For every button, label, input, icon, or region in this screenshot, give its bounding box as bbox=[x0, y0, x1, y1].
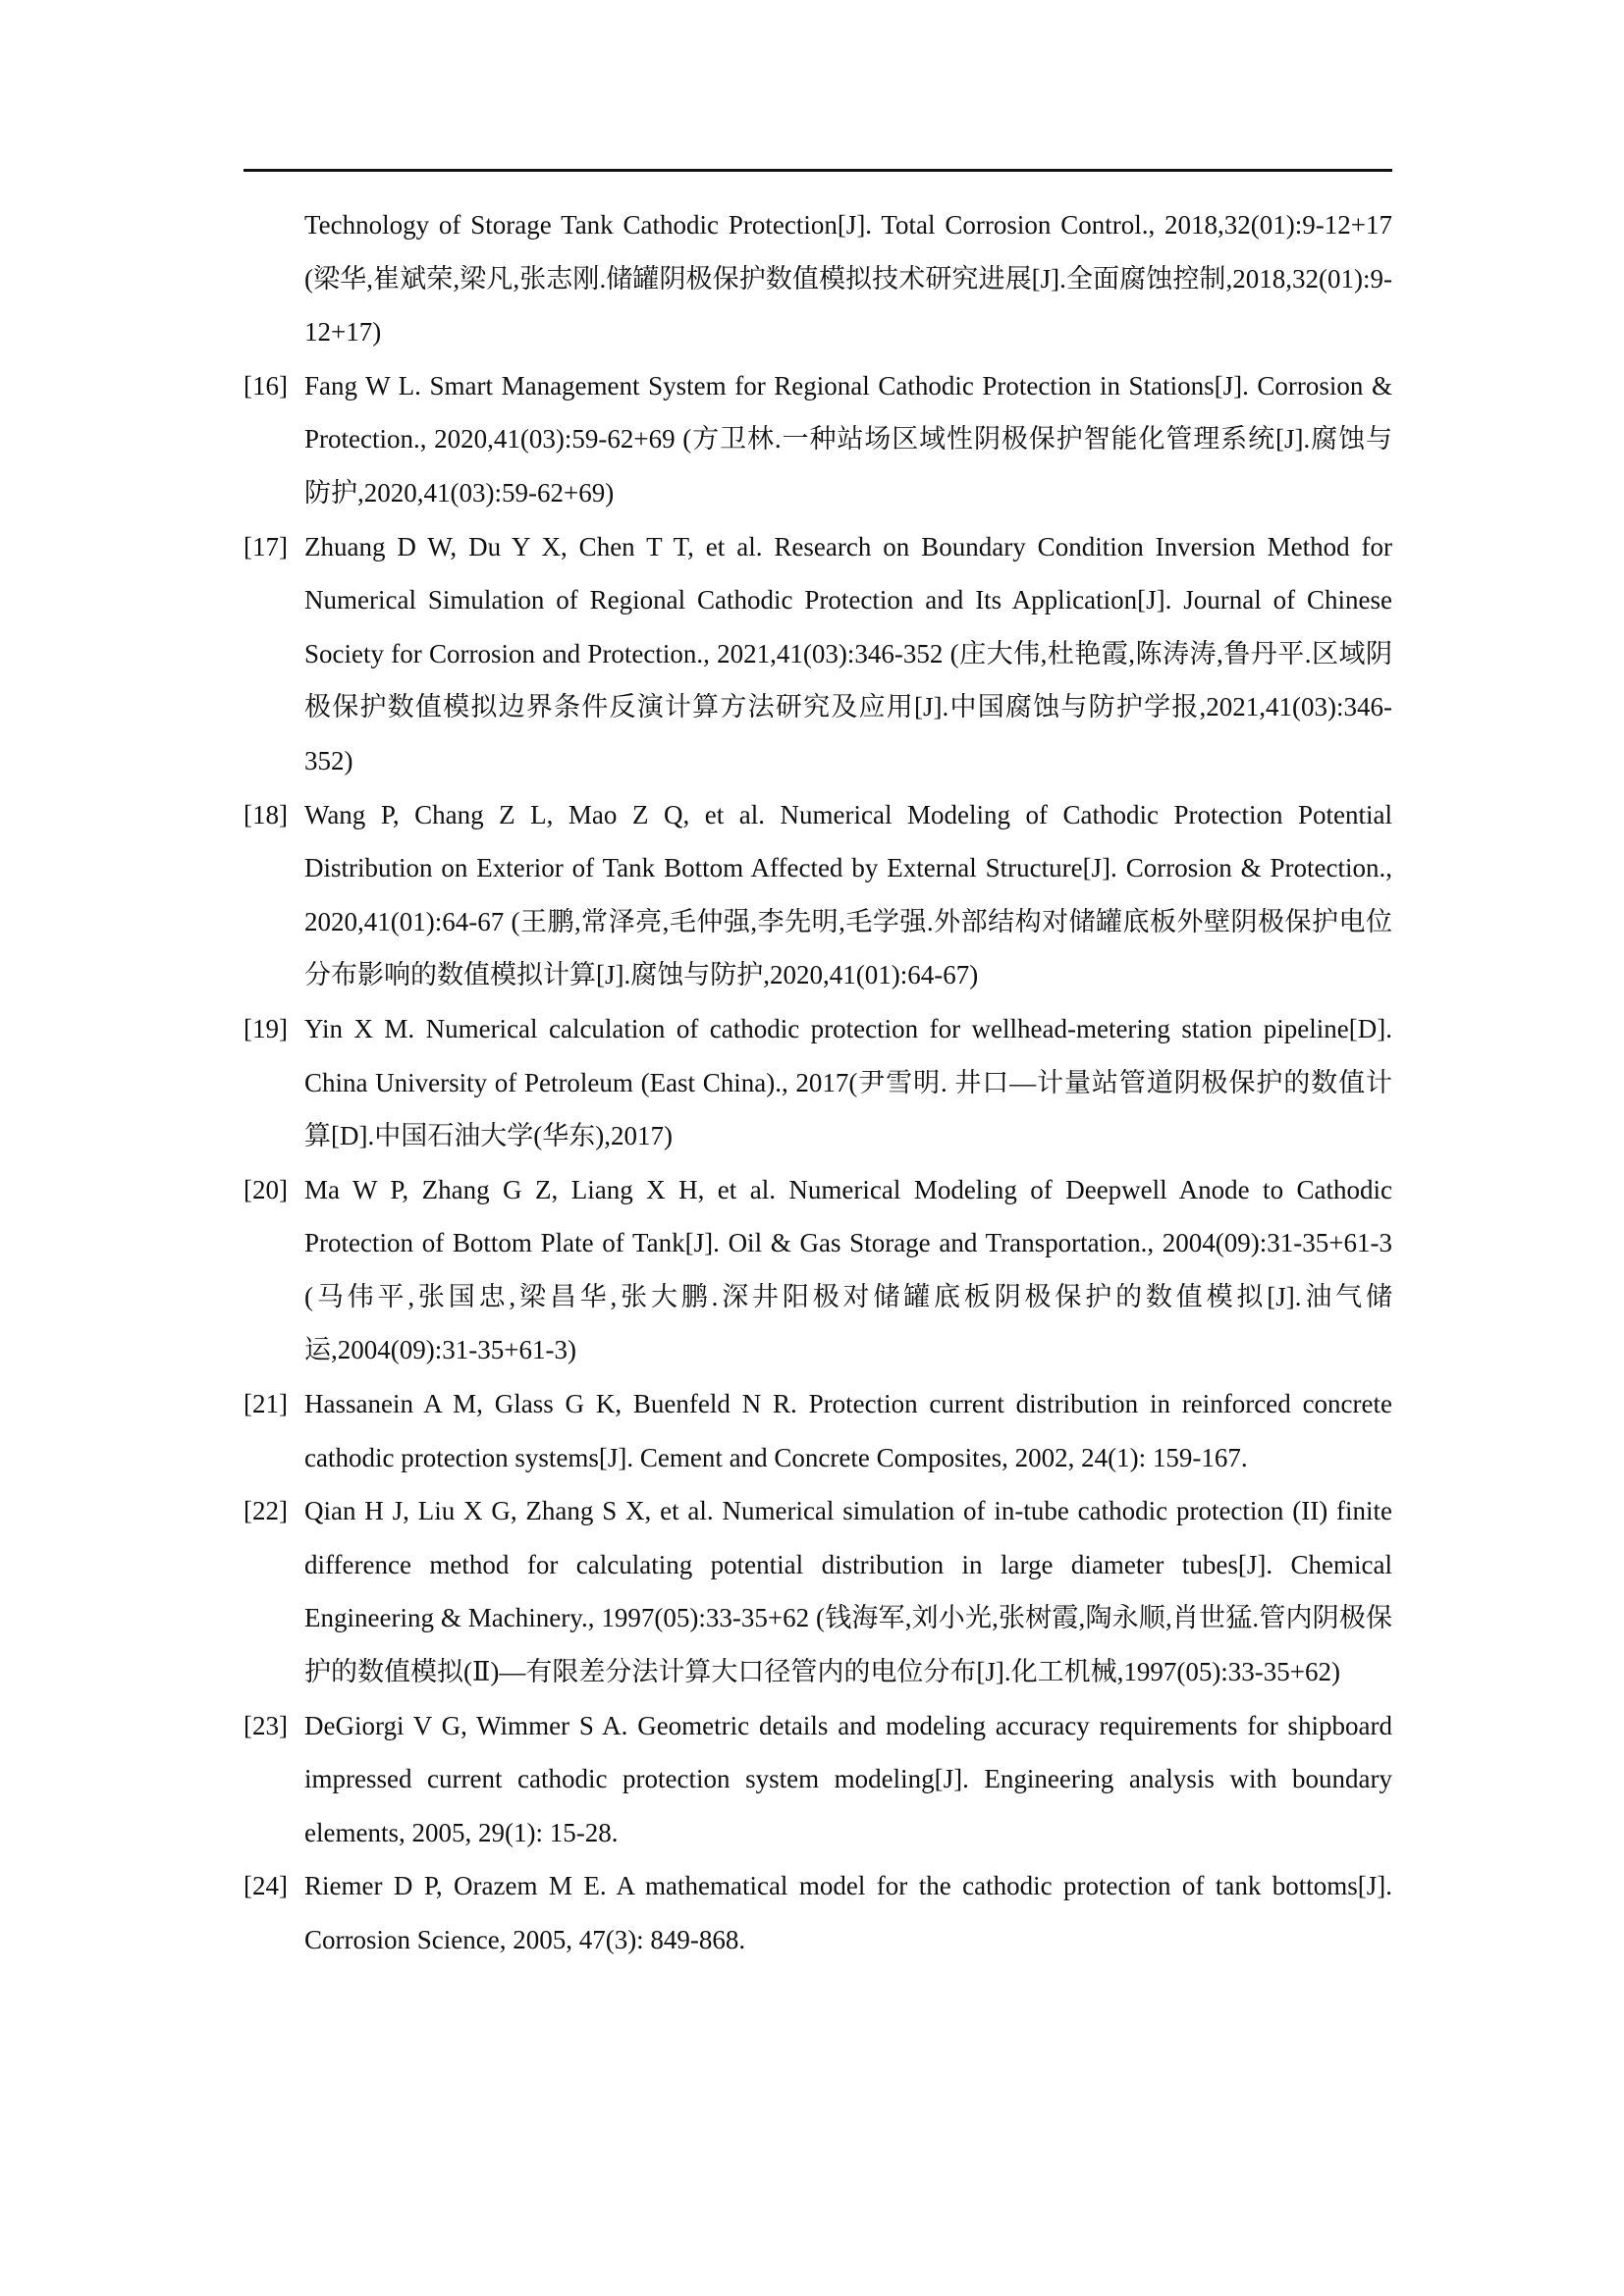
reference-item bbox=[244, 788, 1392, 1002]
reference-text: Riemer D P, Orazem M E. A mathematical model for the cathodic protection of tank bottoms[J]. Corrosion Science, 2005, 47(3): 849-868. bbox=[304, 1871, 1392, 1954]
reference-item bbox=[244, 1859, 1392, 1966]
reference-text: Hassanein A M, Glass G K, Buenfeld N R. Protection current distribution in reinforced concrete cathodic protection systems[J]. Cement and Concrete Composites, 2002, 24(1): 159-167. bbox=[304, 1389, 1392, 1472]
reference-number: [17] bbox=[244, 531, 288, 561]
reference-item bbox=[244, 1377, 1392, 1484]
reference-item bbox=[244, 359, 1392, 520]
reference-text: Technology of Storage Tank Cathodic Protection[J]. Total Corrosion Control., 2018,32(01):9-12+17 (梁华,崔斌荣,梁凡,张志刚.储罐阴极保护数值模拟技术研究进展[J].全面腐蚀控制,2018,32(01):9-12+17) bbox=[304, 210, 1392, 347]
reference-text: DeGiorgi V G, Wimmer S A. Geometric details and modeling accuracy requirements for shipboard impressed current cathodic protection system modeling[J]. Engineering analysis with boundary elements, 2005, 29(1): 15-28. bbox=[304, 1710, 1392, 1847]
reference-item bbox=[244, 1484, 1392, 1698]
reference-item bbox=[244, 1699, 1392, 1860]
reference-number: [21] bbox=[244, 1389, 288, 1419]
reference-text: Fang W L. Smart Management System for Regional Cathodic Protection in Stations[J]. Corrosion & Protection., 2020,41(03):59-62+69 (方卫林.一种站场区域性阴极保护智能化管理系统[J].腐蚀与防护,2020,41(03):59-62+69) bbox=[304, 370, 1392, 507]
reference-item bbox=[244, 1002, 1392, 1163]
reference-number: [16] bbox=[244, 370, 288, 400]
reference-text: Ma W P, Zhang G Z, Liang X H, et al. Numerical Modeling of Deepwell Anode to Cathodic Protection of Bottom Plate of Tank[J]. Oil & Gas Storage and Transportation., 2004(09):31-35+61-3 (马伟平,张国忠,梁昌华,张大鹏.深井阳极对储罐底板阴极保护的数值模拟[J].油气储运,2004(09):31-35+61-3) bbox=[304, 1174, 1392, 1365]
header-rule bbox=[244, 169, 1392, 172]
reference-number: [23] bbox=[244, 1710, 288, 1740]
reference-number: [20] bbox=[244, 1174, 288, 1204]
reference-number: [22] bbox=[244, 1496, 288, 1526]
reference-number: [19] bbox=[244, 1013, 288, 1043]
reference-item bbox=[244, 520, 1392, 788]
reference-text: Zhuang D W, Du Y X, Chen T T, et al. Research on Boundary Condition Inversion Method for Numerical Simulation of Regional Cathodic Protection and Its Application[J]. Journal of Chinese Society for Corrosion and Protection., 2021,41(03):346-352 (庄大伟,杜艳霞,陈涛涛,鲁丹平.区域阴极保护数值模拟边界条件反演计算方法研究及应用[J].中国腐蚀与防护学报,2021,41(03):346-352) bbox=[304, 531, 1392, 775]
reference-item bbox=[244, 198, 1392, 359]
reference-item bbox=[244, 1163, 1392, 1377]
reference-number: [24] bbox=[244, 1871, 288, 1901]
reference-number: [18] bbox=[244, 799, 288, 829]
reference-text: Qian H J, Liu X G, Zhang S X, et al. Numerical simulation of in-tube cathodic protection (II) finite difference method for calculating potential distribution in large diameter tubes[J]. Chemical Engineering & Machinery., 1997(05):33-35+62 (钱海军,刘小光,张树霞,陶永顺,肖世猛.管内阴极保护的数值模拟(Ⅱ)—有限差分法计算大口径管内的电位分布[J].化工机械,1997(05):33-35+62) bbox=[304, 1496, 1392, 1687]
reference-text: Wang P, Chang Z L, Mao Z Q, et al. Numerical Modeling of Cathodic Protection Potential Distribution on Exterior of Tank Bottom Affected by External Structure[J]. Corrosion & Protection., 2020,41(01):64-67 (王鹏,常泽亮,毛仲强,李先明,毛学强.外部结构对储罐底板外壁阴极保护电位分布影响的数值模拟计算[J].腐蚀与防护,2020,41(01):64-67) bbox=[304, 799, 1392, 990]
reference-list bbox=[244, 198, 1392, 1967]
reference-text: Yin X M. Numerical calculation of cathodic protection for wellhead-metering station pipeline[D]. China University of Petroleum (East China)., 2017(尹雪明. 井口—计量站管道阴极保护的数值计算[D].中国石油大学(华东),2017) bbox=[304, 1013, 1392, 1151]
